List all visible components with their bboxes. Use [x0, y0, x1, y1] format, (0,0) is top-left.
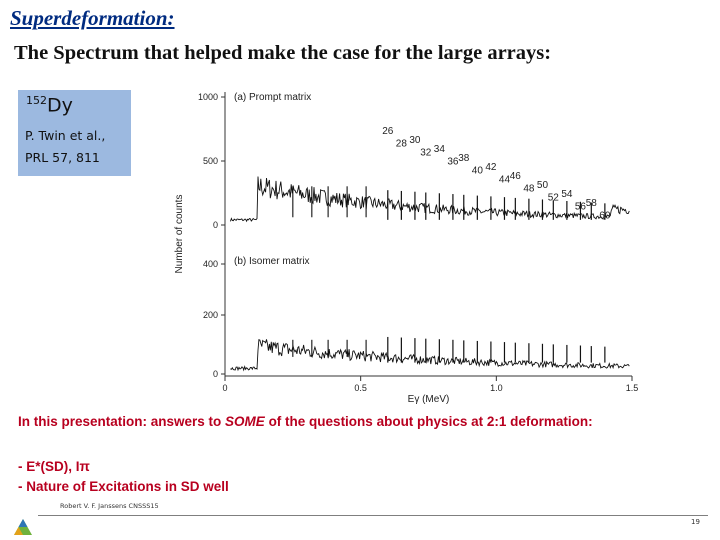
transition-label: 34 — [433, 144, 445, 155]
y-tick-label: 200 — [202, 310, 218, 320]
slide-subtitle: The Spectrum that helped make the case for the large arrays: — [14, 42, 552, 64]
transition-label: 50 — [536, 180, 549, 191]
isotope-mass: 152 — [26, 94, 47, 107]
transition-label: 52 — [547, 192, 559, 204]
bullet-item-1: - E*(SD), Iπ — [18, 459, 90, 474]
x-tick-label: 1.5 — [625, 383, 639, 393]
transition-label: 48 — [523, 183, 535, 195]
transition-label: 28 — [395, 138, 407, 150]
presentation-note — [18, 414, 593, 429]
slide-title: Superdeformation: — [10, 6, 175, 30]
bullet-item-2: - Nature of Excitations in SD well — [18, 479, 229, 494]
transition-label: 42 — [485, 162, 497, 173]
reference-authors: P. Twin et al., — [25, 128, 106, 143]
transition-label: 40 — [471, 165, 483, 177]
x-axis-label: Eγ (MeV) — [407, 394, 450, 405]
transition-label: 46 — [509, 171, 521, 182]
note-prefix: In this presentation: answers to — [18, 414, 226, 429]
spectrum-chart — [170, 84, 640, 409]
logo-blue-facet — [19, 519, 28, 527]
panel-label: (b) Isomer matrix — [234, 256, 310, 267]
y-tick-label: 500 — [202, 156, 218, 166]
argonne-logo-icon — [13, 518, 33, 536]
transition-label: 56 — [574, 201, 587, 213]
y-axis-label: Number of counts — [174, 194, 185, 274]
panel-label: (a) Prompt matrix — [234, 92, 312, 103]
transition-label: 30 — [409, 135, 421, 146]
x-tick-label: 0 — [222, 383, 228, 393]
note-suffix: of the questions about physics at 2:1 deformation: — [264, 414, 593, 429]
spectrum-trace — [230, 339, 629, 370]
transition-label: 58 — [585, 198, 597, 209]
y-tick-label: 400 — [202, 259, 218, 269]
transition-label: 36 — [447, 156, 459, 168]
transition-label: 26 — [382, 126, 394, 137]
transition-label: 44 — [498, 174, 511, 186]
y-tick-label: 0 — [212, 220, 218, 230]
isotope-symbol: Dy — [47, 94, 73, 117]
transition-label: 54 — [561, 189, 573, 200]
isotope-label — [26, 94, 73, 116]
x-tick-label: 1.0 — [490, 383, 503, 393]
note-emphasis: SOME — [225, 414, 265, 429]
y-tick-label: 1000 — [197, 92, 218, 102]
page-number: 19 — [691, 518, 700, 526]
y-tick-label: 0 — [212, 369, 218, 379]
transition-label: 60 — [599, 210, 611, 222]
reference-box — [18, 90, 131, 176]
x-tick-label: 0.5 — [354, 383, 367, 393]
footer-divider — [38, 515, 708, 516]
author-footer: Robert V. F. Janssens CNSSS15 — [60, 502, 159, 510]
transition-label: 38 — [458, 153, 470, 164]
transition-label: 32 — [420, 147, 432, 159]
chart-root — [174, 92, 638, 405]
reference-journal: PRL 57, 811 — [25, 150, 100, 165]
